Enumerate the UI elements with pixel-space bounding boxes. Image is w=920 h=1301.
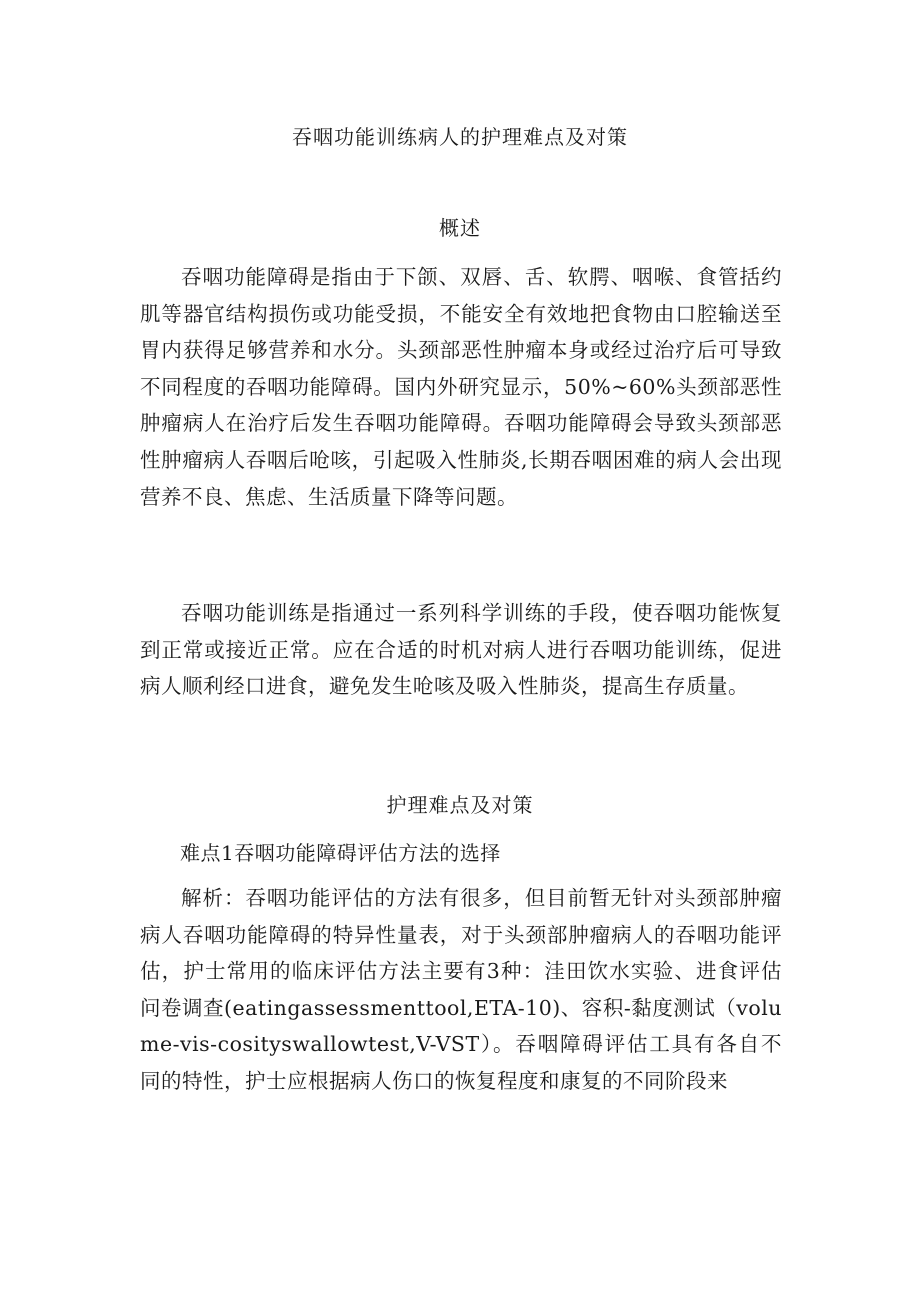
nursing-heading: 护理难点及对策 — [386, 793, 534, 817]
overview-paragraph-1: 吞咽功能障碍是指由于下颌、双唇、舌、软腭、咽喉、食管括约肌等器官结构损伤或功能受损，不能安全有效地把食物由口腔输送至胃内获得足够营养和水分。头颈部恶性肿瘤本身或经过治疗后可导致不同程度的吞咽功能障碍。国内外研究显示，50%~60%头颈部恶性肿瘤病人在治疗后发生吞咽功能障碍。吞咽功能障碍会导致头颈部恶性肿瘤病人吞咽后呛咳，引起吸入性肺炎,长期吞咽困难的病人会出现营养不良、焦虑、生活质量下降等问题。 — [140, 265, 782, 509]
overview-heading: 概述 — [439, 216, 481, 240]
analysis-paragraph: 解析：吞咽功能评估的方法有很多，但目前暂无针对头颈部肿瘤病人吞咽功能障碍的特异性量表，对于头颈部肿瘤病人的吞咽功能评估，护士常用的临床评估方法主要有3种：洼田饮水实验、进食评估问卷调查(eatingassessmenttool,ETA-10)、容积-黏度测试（volume-vis-cosityswallowtest,V-VST）。吞咽障碍评估工具有各自不同的特性，护士应根据病人伤口的恢复程度和康复的不同阶段来 — [140, 886, 782, 1093]
difficulty-1-heading: 难点1吞咽功能障碍评估方法的选择 — [180, 841, 501, 865]
overview-paragraph-2: 吞咽功能训练是指通过一系列科学训练的手段，使吞咽功能恢复到正常或接近正常。应在合适的时机对病人进行吞咽功能训练，促进病人顺利经口进食，避免发生呛咳及吸入性肺炎，提高生存质量。 — [140, 601, 782, 699]
document-title: 吞咽功能训练病人的护理难点及对策 — [292, 125, 628, 149]
